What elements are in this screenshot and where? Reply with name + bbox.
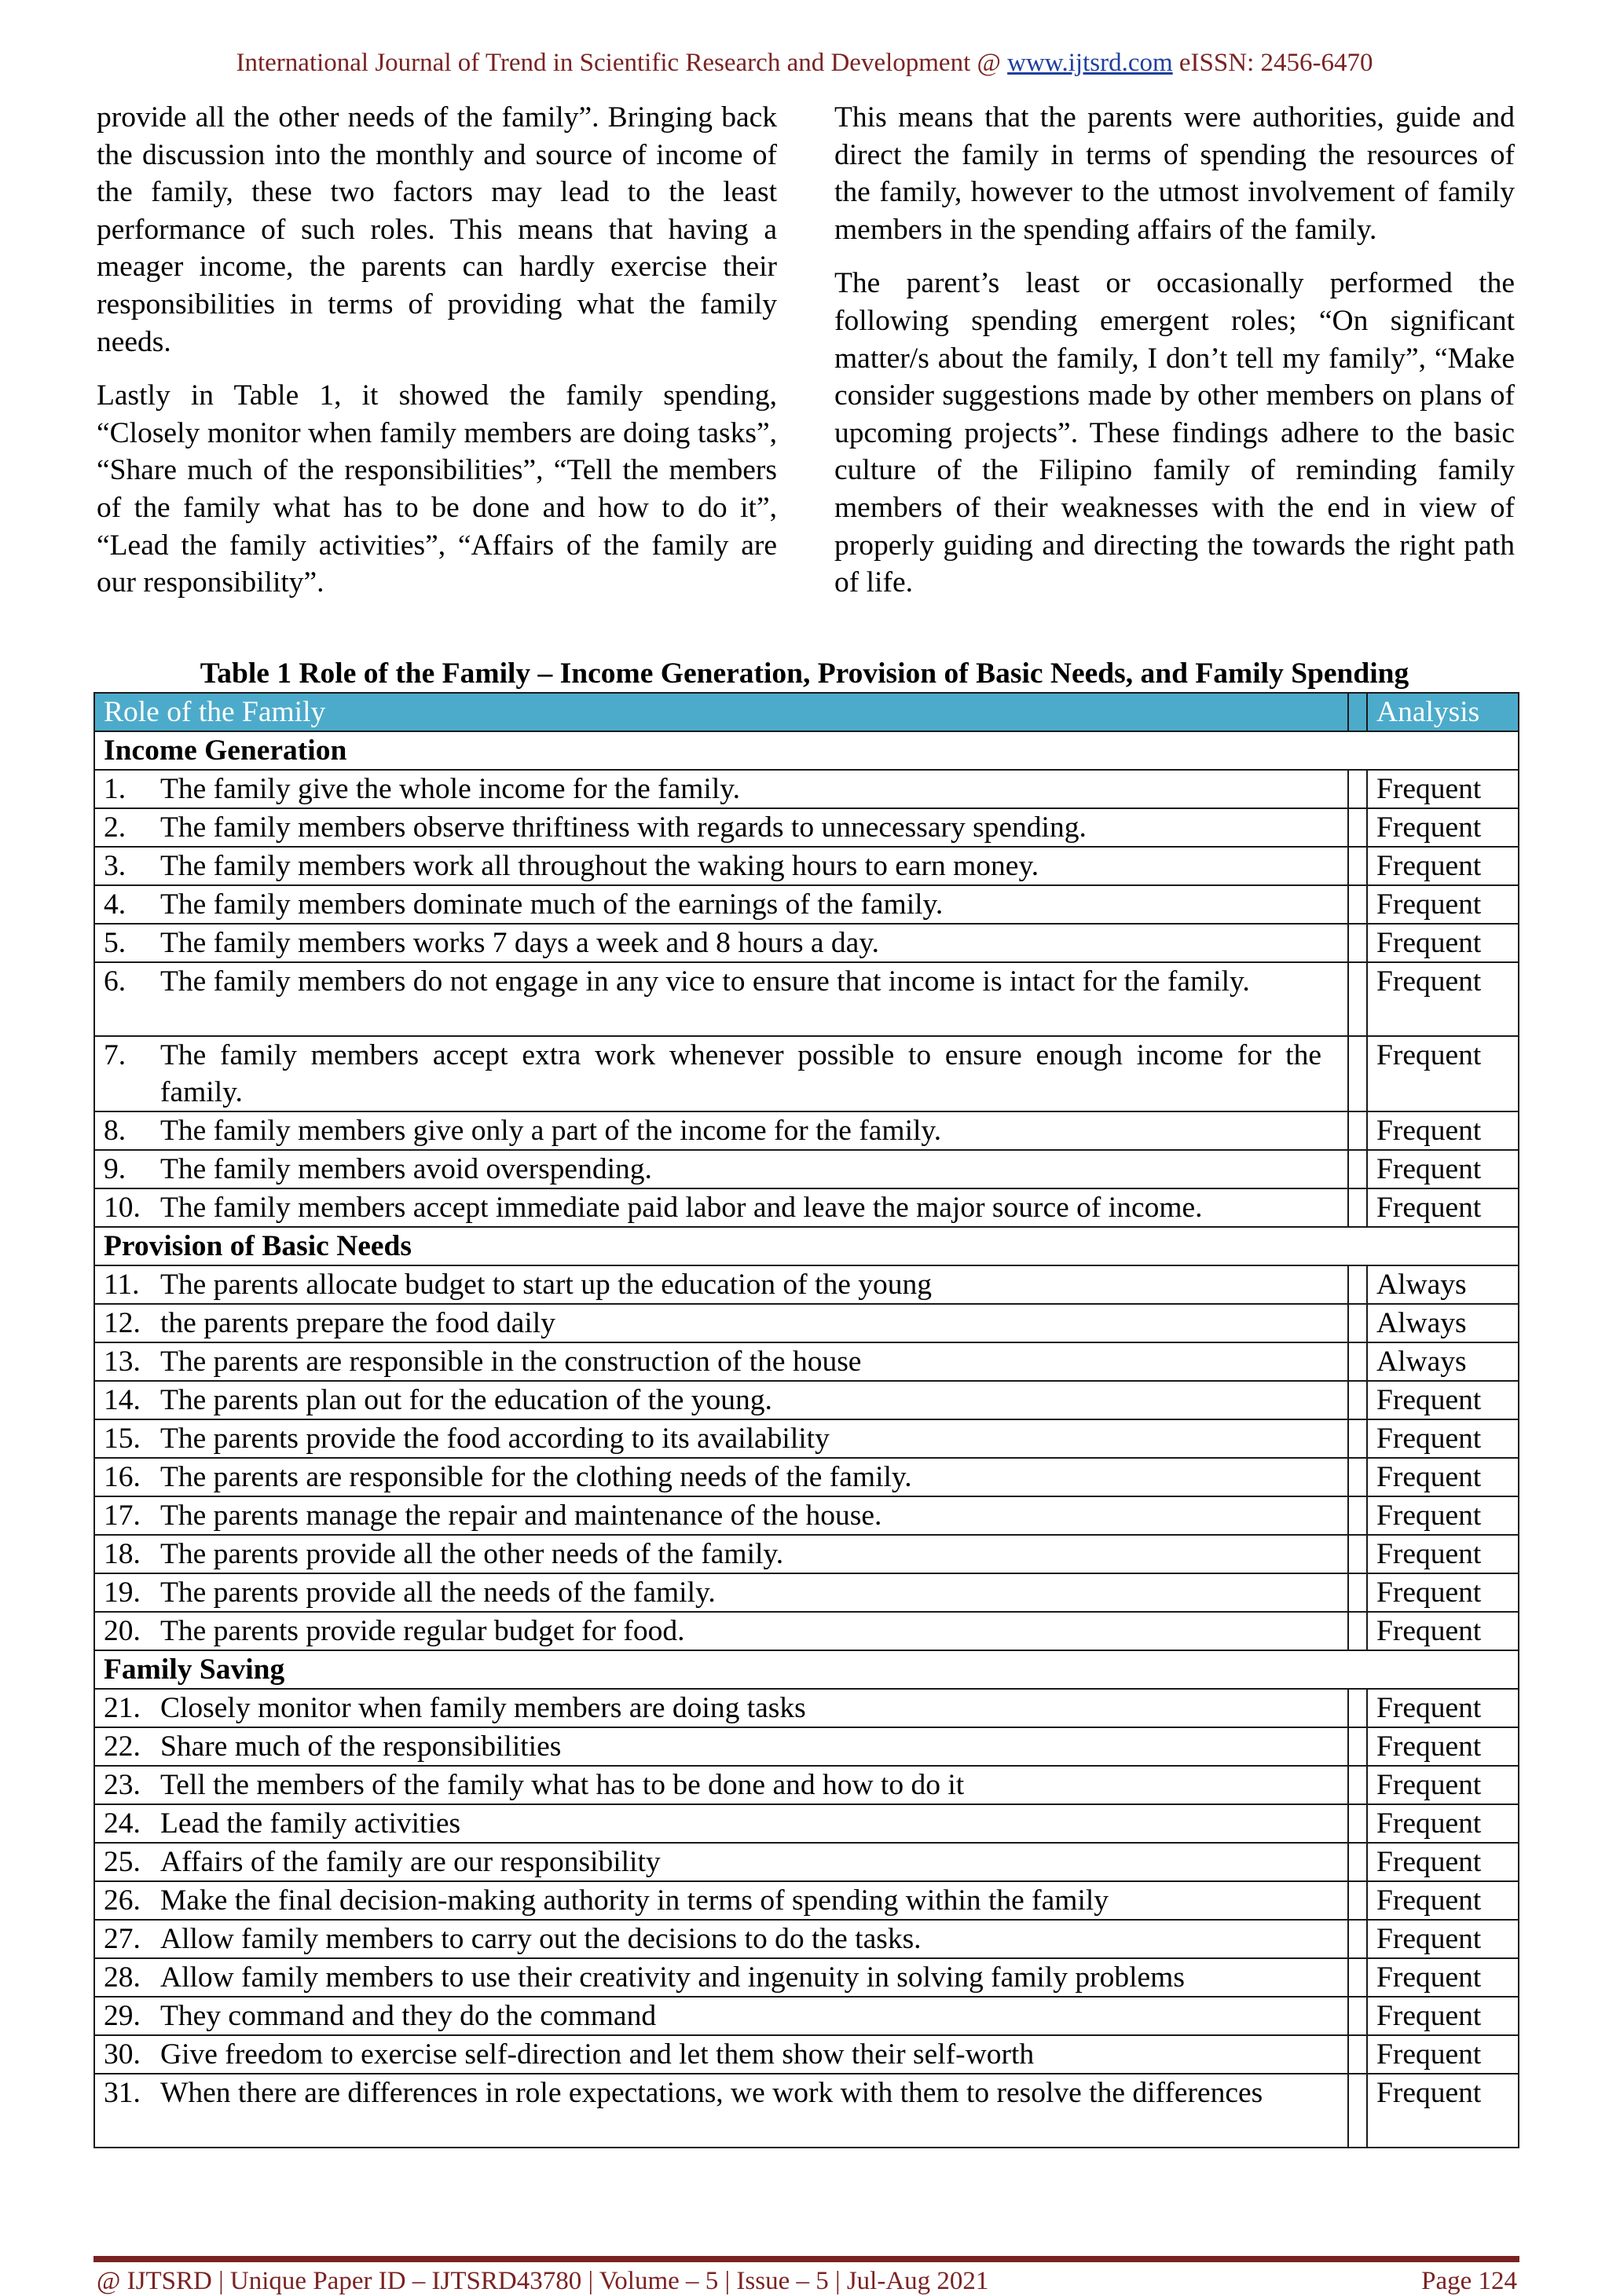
item-text: The family members do not engage in any vice to ensure that income is intact for the family. [160, 965, 1250, 998]
item-number: 17. [104, 1500, 141, 1532]
blank-cell [1348, 962, 1367, 1036]
analysis-cell: Frequent [1367, 1804, 1519, 1843]
item-number: 13. [104, 1346, 141, 1378]
table-row [94, 1958, 1519, 1997]
analysis-cell: Frequent [1367, 1612, 1519, 1650]
role-cell [94, 1458, 1348, 1496]
analysis-cell: Frequent [1367, 770, 1519, 808]
table-row [94, 1188, 1519, 1227]
item-text: Closely monitor when family members are doing tasks [160, 1692, 806, 1724]
running-footer [97, 2267, 1517, 2296]
item-number: 31. [104, 2077, 141, 2109]
item-text: The family members give only a part of the income for the family. [160, 1115, 942, 1147]
role-cell [94, 1111, 1348, 1150]
item-text: Tell the members of the family what has to be done and how to do it [160, 1769, 965, 1801]
role-cell [94, 770, 1348, 808]
table-row [94, 770, 1519, 808]
item-number: 18. [104, 1538, 141, 1570]
table-row [94, 1496, 1519, 1535]
table-caption: Table 1 Role of the Family – Income Generation, Provision of Basic Needs, and Family Spending [200, 657, 1409, 690]
item-number: 3. [104, 850, 126, 882]
item-text: Allow family members to carry out the decisions to do the tasks. [160, 1923, 922, 1955]
item-text: The parents provide the food according to its availability [160, 1423, 830, 1455]
item-number: 25. [104, 1846, 141, 1878]
role-cell [94, 885, 1348, 924]
item-number: 5. [104, 927, 126, 959]
role-cell [94, 1342, 1348, 1381]
item-text: Lead the family activities [160, 1807, 461, 1840]
analysis-cell: Frequent [1367, 885, 1519, 924]
table-row [94, 962, 1519, 1036]
page-number: Page 124 [1421, 2267, 1517, 2295]
blank-cell [1348, 1766, 1367, 1804]
table-row [94, 1381, 1519, 1419]
item-number: 30. [104, 2038, 141, 2071]
item-number: 27. [104, 1923, 141, 1955]
table-row [94, 1111, 1519, 1150]
table-row [94, 1535, 1519, 1573]
blank-cell [1348, 847, 1367, 885]
blank-cell [1348, 1458, 1367, 1496]
role-cell [94, 1881, 1348, 1920]
blank-cell [1348, 924, 1367, 962]
role-cell [94, 924, 1348, 962]
section-heading: Provision of Basic Needs [94, 1227, 1519, 1265]
item-number: 11. [104, 1269, 140, 1301]
analysis-cell: Frequent [1367, 1727, 1519, 1766]
right-column [834, 99, 1515, 618]
item-text: They command and they do the command [160, 2000, 657, 2032]
item-text: Allow family members to use their creativity and ingenuity in solving family problems [160, 1961, 1185, 1994]
table-section-row [94, 731, 1519, 770]
item-text: The family members observe thriftiness with regards to unnecessary spending. [160, 811, 1087, 844]
role-cell [94, 1958, 1348, 1997]
blank-cell [1348, 1920, 1367, 1958]
item-number: 10. [104, 1192, 141, 1224]
table-row [94, 1342, 1519, 1381]
item-text: The parents are responsible for the clothing needs of the family. [160, 1461, 912, 1493]
item-number: 4. [104, 888, 126, 921]
analysis-cell: Always [1367, 1342, 1519, 1381]
table-row [94, 1612, 1519, 1650]
analysis-cell: Frequent [1367, 1150, 1519, 1188]
table-section-row [94, 1650, 1519, 1689]
table-row [94, 2074, 1519, 2148]
item-text: The family give the whole income for the family. [160, 773, 740, 805]
journal-name: International Journal of Trend in Scientific Research and Development @ [236, 49, 1001, 77]
role-cell [94, 808, 1348, 847]
item-text: The parents provide all the other needs of the family. [160, 1538, 784, 1570]
left-column [97, 99, 777, 618]
table-row [94, 1036, 1519, 1111]
blank-cell [1348, 1188, 1367, 1227]
role-cell [94, 1496, 1348, 1535]
role-cell [94, 1766, 1348, 1804]
blank-cell [1348, 1304, 1367, 1342]
column-header-blank [1348, 693, 1367, 731]
table-row [94, 1150, 1519, 1188]
analysis-cell: Frequent [1367, 808, 1519, 847]
running-header [0, 49, 1609, 78]
item-text: The family members work all throughout the waking hours to earn money. [160, 850, 1039, 882]
table-row [94, 1997, 1519, 2035]
item-text: The parents allocate budget to start up the education of the young [160, 1269, 932, 1301]
item-text: The parents are responsible in the construction of the house [160, 1346, 862, 1378]
table-row [94, 1304, 1519, 1342]
table-row [94, 1766, 1519, 1804]
item-text: The parents provide regular budget for food. [160, 1615, 685, 1647]
blank-cell [1348, 1727, 1367, 1766]
item-text: Give freedom to exercise self-direction and let them show their self-worth [160, 2038, 1035, 2071]
role-cell [94, 1535, 1348, 1573]
analysis-cell: Frequent [1367, 1573, 1519, 1612]
role-cell [94, 1381, 1348, 1419]
table-row [94, 885, 1519, 924]
blank-cell [1348, 1381, 1367, 1419]
analysis-cell: Frequent [1367, 1535, 1519, 1573]
item-number: 6. [104, 965, 126, 998]
item-number: 15. [104, 1423, 141, 1455]
item-text: Affairs of the family are our responsibility [160, 1846, 661, 1878]
analysis-cell: Frequent [1367, 1958, 1519, 1997]
paragraph: provide all the other needs of the family”. Bringing back the discussion into the monthly and source of income of the family, these two factors may lead to the least performance of such roles. This means that having a meager income, the parents can hardly exercise their responsibilities in terms of providing what the family needs. [97, 101, 777, 358]
section-heading: Family Saving [94, 1650, 1519, 1689]
item-number: 28. [104, 1961, 141, 1994]
analysis-cell: Frequent [1367, 1997, 1519, 2035]
item-number: 21. [104, 1692, 141, 1724]
blank-cell [1348, 1419, 1367, 1458]
role-of-family-table [93, 692, 1519, 2148]
item-number: 2. [104, 811, 126, 844]
role-cell [94, 1265, 1348, 1304]
item-number: 8. [104, 1115, 126, 1147]
column-header-role: Role of the Family [94, 693, 1348, 731]
blank-cell [1348, 1036, 1367, 1111]
blank-cell [1348, 808, 1367, 847]
analysis-cell: Frequent [1367, 1036, 1519, 1111]
item-number: 26. [104, 1884, 141, 1917]
table-row [94, 1920, 1519, 1958]
item-number: 20. [104, 1615, 141, 1647]
item-number: 1. [104, 773, 126, 805]
analysis-cell: Frequent [1367, 2035, 1519, 2074]
analysis-cell: Frequent [1367, 1496, 1519, 1535]
role-cell [94, 1727, 1348, 1766]
item-text: The parents manage the repair and maintenance of the house. [160, 1500, 882, 1532]
table-header-row [94, 693, 1519, 731]
item-number: 23. [104, 1769, 141, 1801]
analysis-cell: Frequent [1367, 1419, 1519, 1458]
paragraph: The parent’s least or occasionally performed the following spending emergent roles; “On significant matter/s about the family, I don’t tell my family”, “Make consider suggestions made by other members on plans of upcoming projects”. These findings adhere to the basic culture of the Filipino family of reminding family members of their weaknesses with the end in view of properly guiding and directing the towards the right path of life. [834, 267, 1515, 599]
item-text: The family members accept extra work whenever possible to ensure enough income for the family. [160, 1039, 1321, 1108]
paragraph: This means that the parents were authorities, guide and direct the family in terms of spending the resources of the family, however to the utmost involvement of family members in the spending affairs of the family. [834, 101, 1515, 246]
table-row [94, 2035, 1519, 2074]
paragraph: Lastly in Table 1, it showed the family spending, “Closely monitor when family members are doing tasks”, “Share much of the responsibilities”, “Tell the members of the family what has to be done and how to do it”, “Lead the family activities”, “Affairs of the family are our responsibility”. [97, 379, 777, 599]
role-cell [94, 1419, 1348, 1458]
item-number: 29. [104, 2000, 141, 2032]
analysis-cell: Frequent [1367, 847, 1519, 885]
item-number: 24. [104, 1807, 141, 1840]
analysis-cell: Frequent [1367, 1689, 1519, 1727]
table-row [94, 1843, 1519, 1881]
item-number: 22. [104, 1730, 141, 1763]
analysis-cell: Frequent [1367, 1881, 1519, 1920]
role-cell [94, 2074, 1348, 2148]
role-cell [94, 1188, 1348, 1227]
table-row [94, 1881, 1519, 1920]
blank-cell [1348, 1843, 1367, 1881]
section-heading: Income Generation [94, 731, 1519, 770]
item-text: The family members accept immediate paid labor and leave the major source of income. [160, 1192, 1203, 1224]
blank-cell [1348, 1111, 1367, 1150]
item-text: Make the final decision-making authority in terms of spending within the family [160, 1884, 1109, 1917]
role-cell [94, 2035, 1348, 2074]
item-number: 9. [104, 1153, 126, 1185]
role-cell [94, 1843, 1348, 1881]
item-text: The parents plan out for the education of the young. [160, 1384, 772, 1416]
item-number: 14. [104, 1384, 141, 1416]
role-cell [94, 1612, 1348, 1650]
column-header-analysis: Analysis [1367, 693, 1519, 731]
blank-cell [1348, 1689, 1367, 1727]
table-row [94, 1689, 1519, 1727]
analysis-cell: Frequent [1367, 924, 1519, 962]
table-row [94, 1804, 1519, 1843]
role-cell [94, 1036, 1348, 1111]
analysis-cell: Frequent [1367, 1188, 1519, 1227]
table-row [94, 808, 1519, 847]
role-cell [94, 1150, 1348, 1188]
item-text: The family members works 7 days a week and 8 hours a day. [160, 927, 880, 959]
item-number: 7. [104, 1039, 126, 1071]
role-cell [94, 962, 1348, 1036]
blank-cell [1348, 885, 1367, 924]
blank-cell [1348, 2074, 1367, 2148]
blank-cell [1348, 1881, 1367, 1920]
blank-cell [1348, 1958, 1367, 1997]
item-text: The family members dominate much of the earnings of the family. [160, 888, 944, 921]
footer-rule [93, 2256, 1519, 2262]
blank-cell [1348, 1612, 1367, 1650]
item-number: 19. [104, 1576, 141, 1609]
role-cell [94, 1804, 1348, 1843]
item-text: the parents prepare the food daily [160, 1307, 555, 1339]
analysis-cell: Frequent [1367, 1458, 1519, 1496]
blank-cell [1348, 1804, 1367, 1843]
item-text: Share much of the responsibilities [160, 1730, 562, 1763]
table-row [94, 1727, 1519, 1766]
role-cell [94, 1920, 1348, 1958]
role-cell [94, 1689, 1348, 1727]
blank-cell [1348, 1342, 1367, 1381]
blank-cell [1348, 1573, 1367, 1612]
table-row [94, 1265, 1519, 1304]
blank-cell [1348, 770, 1367, 808]
item-number: 12. [104, 1307, 141, 1339]
table-row [94, 1419, 1519, 1458]
analysis-cell: Frequent [1367, 1843, 1519, 1881]
blank-cell [1348, 1997, 1367, 2035]
role-cell [94, 1997, 1348, 2035]
blank-cell [1348, 1535, 1367, 1573]
analysis-cell: Frequent [1367, 2074, 1519, 2148]
blank-cell [1348, 1150, 1367, 1188]
analysis-cell: Frequent [1367, 1920, 1519, 1958]
analysis-cell: Always [1367, 1304, 1519, 1342]
item-number: 16. [104, 1461, 141, 1493]
item-text: When there are differences in role expectations, we work with them to resolve the differences [160, 2077, 1263, 2109]
table-row [94, 847, 1519, 885]
analysis-cell: Frequent [1367, 1111, 1519, 1150]
footer-citation: @ IJTSRD | Unique Paper ID – IJTSRD43780 | Volume – 5 | Issue – 5 | Jul-Aug 2021 [97, 2267, 989, 2295]
journal-issn: eISSN: 2456-6470 [1178, 49, 1373, 77]
table-section-row [94, 1227, 1519, 1265]
role-cell [94, 847, 1348, 885]
role-cell [94, 1573, 1348, 1612]
analysis-cell: Always [1367, 1265, 1519, 1304]
journal-url-link[interactable]: www.ijtsrd.com [1007, 49, 1173, 77]
role-cell [94, 1304, 1348, 1342]
table-row [94, 924, 1519, 962]
item-text: The parents provide all the needs of the family. [160, 1576, 716, 1609]
analysis-cell: Frequent [1367, 962, 1519, 1036]
blank-cell [1348, 2035, 1367, 2074]
table-row [94, 1458, 1519, 1496]
analysis-cell: Frequent [1367, 1381, 1519, 1419]
blank-cell [1348, 1265, 1367, 1304]
analysis-cell: Frequent [1367, 1766, 1519, 1804]
blank-cell [1348, 1496, 1367, 1535]
item-text: The family members avoid overspending. [160, 1153, 652, 1185]
table-row [94, 1573, 1519, 1612]
